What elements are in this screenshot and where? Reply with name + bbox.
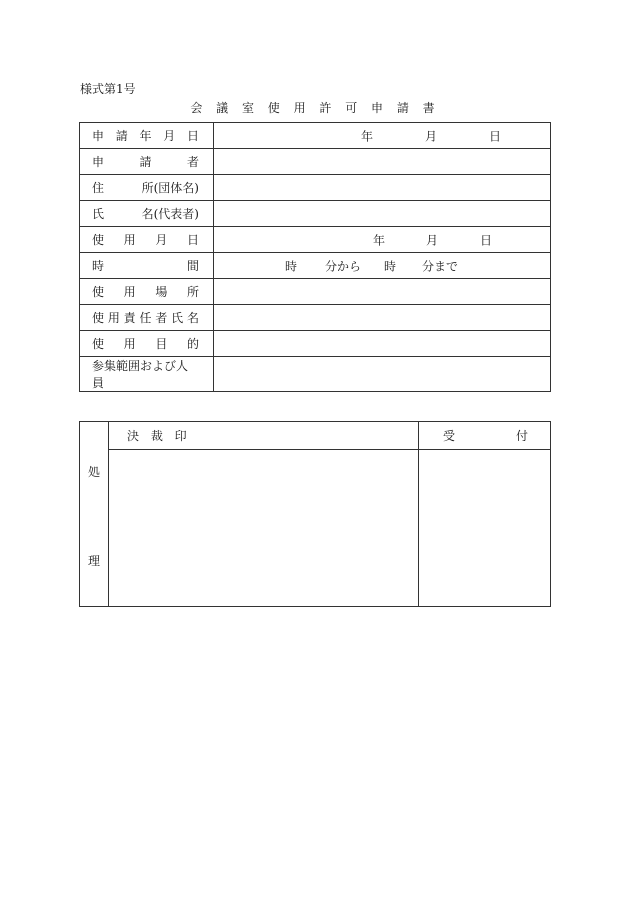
row-place	[80, 279, 551, 305]
approval-stamp-header: 決 裁 印	[109, 422, 419, 450]
label-address: 住 所(団体名)	[80, 175, 214, 201]
from-minute-unit: 分から	[325, 259, 362, 273]
label-time: 時 間	[80, 253, 214, 279]
year-unit: 年	[373, 233, 386, 247]
label-place: 使 用 場 所	[80, 279, 214, 305]
reception-area[interactable]	[419, 450, 551, 607]
time-field[interactable]	[214, 253, 551, 279]
form-title: 会 議 室 使 用 許 可 申 請 書	[190, 101, 440, 115]
day-unit: 日	[480, 233, 493, 247]
row-applicant	[80, 149, 551, 175]
hour-unit: 時	[285, 259, 298, 273]
row-manager	[80, 305, 551, 331]
label-purpose: 使 用 目 的	[80, 331, 214, 357]
place-field[interactable]	[214, 279, 551, 305]
name-field[interactable]	[214, 201, 551, 227]
address-field[interactable]	[214, 175, 551, 201]
application-date-field[interactable]	[214, 123, 551, 149]
purpose-field[interactable]	[214, 331, 551, 357]
row-purpose	[80, 331, 551, 357]
processing-table	[79, 421, 551, 607]
month-unit: 月	[425, 129, 438, 143]
label-application-date: 申 請 年 月 日	[80, 123, 214, 149]
row-attendees	[80, 357, 551, 392]
application-table	[79, 122, 551, 392]
row-address	[80, 175, 551, 201]
year-unit: 年	[361, 129, 374, 143]
label-attendees: 参集範囲および人員	[80, 357, 214, 392]
hour-unit: 時	[384, 259, 397, 273]
approval-stamp-area[interactable]	[109, 450, 419, 607]
month-unit: 月	[426, 233, 439, 247]
until-minute-unit: 分まで	[422, 259, 459, 273]
label-usage-date: 使 用 月 日	[80, 227, 214, 253]
form-number: 様式第1号	[80, 82, 136, 96]
attendees-field[interactable]	[214, 357, 551, 392]
row-usage-date	[80, 227, 551, 253]
processing-header-row	[80, 422, 551, 450]
row-name	[80, 201, 551, 227]
label-applicant: 申 請 者	[80, 149, 214, 175]
label-name: 氏 名(代表者)	[80, 201, 214, 227]
day-unit: 日	[489, 129, 502, 143]
processing-char-bottom: 理	[87, 554, 100, 568]
processing-char-top: 処	[87, 465, 100, 479]
row-time	[80, 253, 551, 279]
applicant-field[interactable]	[214, 149, 551, 175]
manager-field[interactable]	[214, 305, 551, 331]
row-application-date	[80, 123, 551, 149]
label-manager: 使 用 責 任 者 氏 名	[80, 305, 214, 331]
usage-date-field[interactable]	[214, 227, 551, 253]
processing-side-label	[80, 422, 109, 607]
reception-header: 受 付	[419, 422, 551, 450]
processing-body-row	[80, 450, 551, 607]
